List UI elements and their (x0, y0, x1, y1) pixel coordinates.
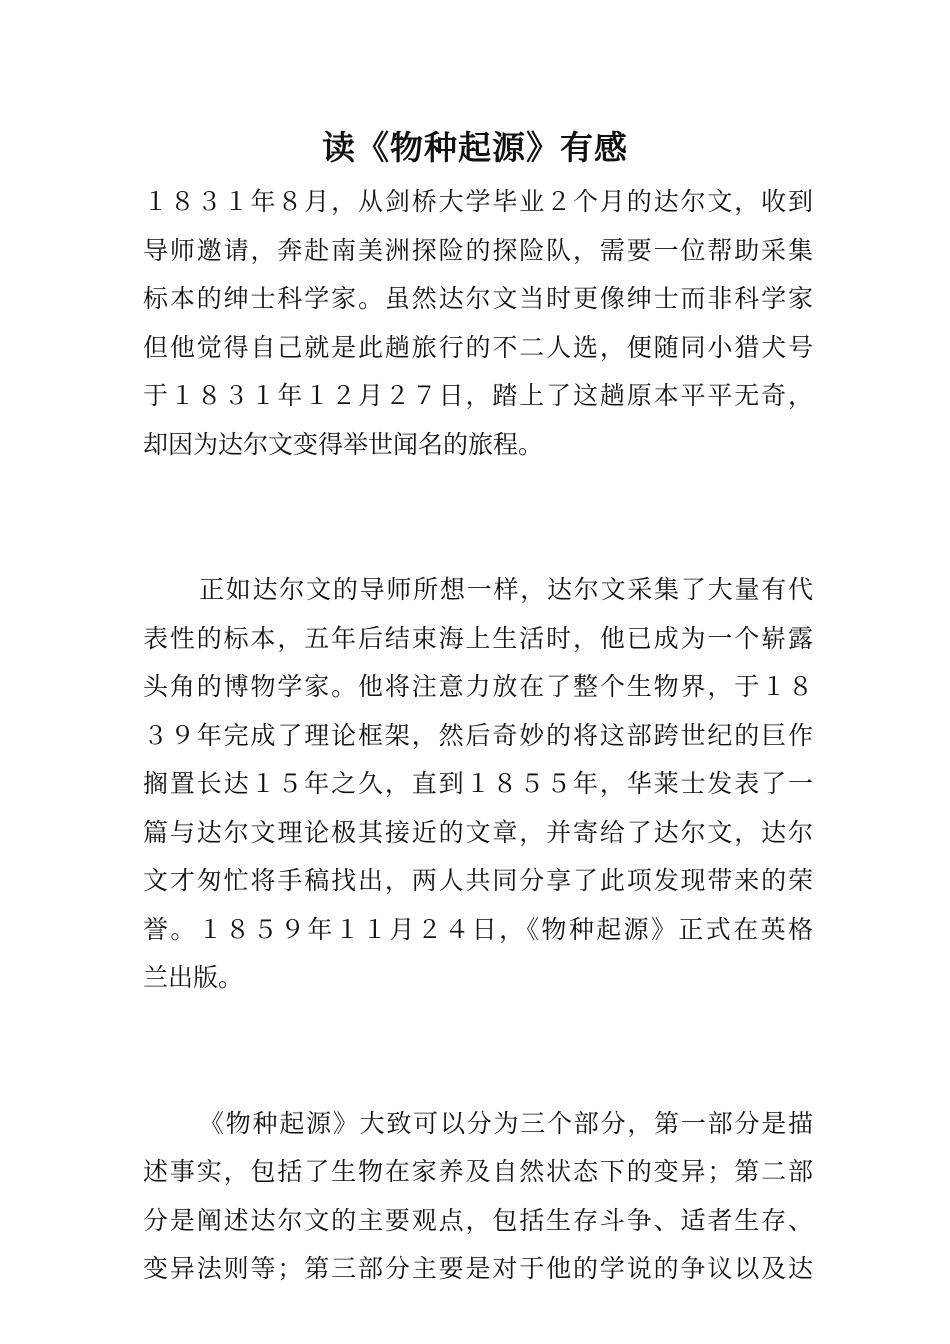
paragraph-line: 兰出版。 (143, 963, 244, 992)
paragraph-line: 于１８３１年１２月２７日，踏上了这趟原本平平无奇， (143, 381, 813, 410)
document-body (143, 178, 813, 1294)
paragraph-2 (143, 566, 813, 1003)
paragraph-line: 标本的绅士科学家。虽然达尔文当时更像绅士而非科学家 (143, 284, 813, 313)
paragraph-line: ３９年完成了理论框架，然后奇妙的将这部跨世纪的巨作 (143, 720, 813, 750)
paragraph-line: 搁置长达１５年之久，直到１８５５年，华莱士发表了一 (143, 769, 813, 798)
paragraph-gap (143, 469, 813, 566)
paragraph-line: 述事实，包括了生物在家养及自然状态下的变异；第二部 (143, 1157, 813, 1186)
paragraph-line: 文才匆忙将手稿找出，两人共同分享了此项发现带来的荣 (143, 866, 813, 895)
paragraph-line: 誉。１８５９年１１月２４日，《物种起源》正式在英格 (143, 914, 813, 944)
paragraph-line: 但他觉得自己就是此趟旅行的不二人选，便随同小猎犬号 (143, 332, 813, 362)
paragraph-line: 《物种起源》大致可以分为三个部分，第一部分是描 (199, 1108, 813, 1138)
paragraph-line: 却因为达尔文变得举世闻名的旅程。 (143, 429, 544, 459)
paragraph-line: 导师邀请，奔赴南美洲探险的探险队，需要一位帮助采集 (143, 235, 813, 265)
paragraph-1 (143, 178, 813, 469)
document-title: 读《物种起源》有感 (322, 128, 628, 167)
paragraph-line: 分是阐述达尔文的主要观点，包括生存斗争、适者生存、 (143, 1205, 813, 1235)
paragraph-line: 正如达尔文的导师所想一样，达尔文采集了大量有代 (199, 575, 813, 604)
paragraph-line: 表性的标本，五年后结束海上生活时，他已成为一个崭露 (143, 623, 813, 653)
paragraph-3 (143, 1100, 813, 1294)
paragraph-gap (143, 1003, 813, 1100)
paragraph-line: １８３１年８月，从剑桥大学毕业２个月的达尔文，收到 (143, 187, 813, 216)
paragraph-line: 篇与达尔文理论极其接近的文章，并寄给了达尔文，达尔 (143, 817, 813, 847)
paragraph-line: 变异法则等；第三部分主要是对于他的学说的争议以及达 (143, 1254, 813, 1283)
paragraph-line: 头角的博物学家。他将注意力放在了整个生物界，于１８ (143, 672, 813, 701)
